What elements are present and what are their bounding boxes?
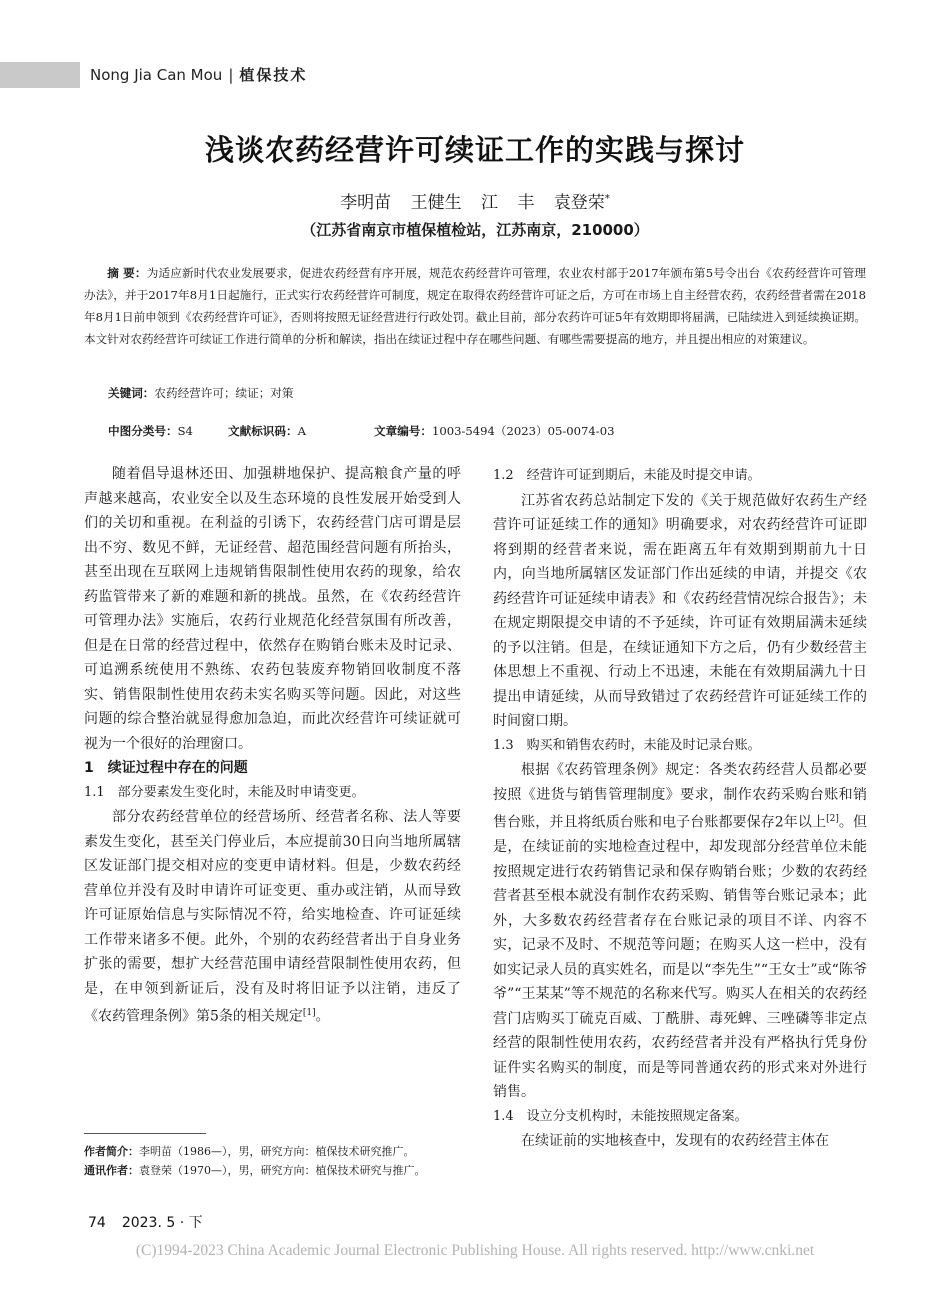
section-1-3-text-a: 根据《农药管理条例》规定：各类农药经营人员都必要按照《进货与销售管理制度》要求，制作农药采购台账和销售台账，并且将纸质台账和电子台账都要保存2年以上 [493,762,867,831]
corresponding-note [84,1161,484,1180]
clc-label: 中图分类号： [108,424,178,438]
corresponding-note-text: 袁登荣（1970—），男，研究方向：植保技术研究与推广。 [139,1164,426,1177]
section-1-3-text-b: 。但是，在续证前的实地检查过程中，却发现部分经营单位未能按照规定进行农药销售记录和保存购销台账；少数的农药经营者甚至根本就没有制作农药采购、销售等台账记录本；此外，大多数农药经营者存在台账记录的项目不详、内容不实，记录不及时、不规范等问题；在购买人这一栏中，没有如实记录人员的真实姓名，而是以“李先生”“王女士”或“陈爷爷”“王某某”等不规范的名称来代写。购买人在相关的农药经营门店购买丁硫克百威、丁酰肼、毒死蜱、三唑磷等非定点经营的限制性使用农药，农药经营者并没有严格执行凭身份证件实名购买的制度，而是等同普通农药的形式来对外进行销售。 [493,814,868,1101]
left-column [84,462,461,1029]
author-note-label: 作者简介： [84,1145,139,1158]
right-column [493,464,867,1154]
keywords-label: 关键词： [108,386,155,400]
article-title: 浅谈农药经营许可续证工作的实践与探讨 [204,133,745,167]
author-note-text: 李明苗（1986—），男，研究方向：植保技术研究推广。 [139,1145,415,1158]
copyright-watermark: (C)1994-2023 China Academic Journal Electronic Publishing House. All rights reserved. http://www.cnki.net [135,1242,815,1259]
author-list [0,188,950,213]
section-1-2-paragraph: 江苏省农药总站制定下发的《关于规范做好农药生产经营许可证延续工作的通知》明确要求，对农药经营许可证即将到期的经营者来说，需在距离五年有效期到期前九十日内，向当地所属辖区发证部门作出延续的申请，并提交《农药经营许可证延续申请表》和《农药经营情况综合报告》；未在规定期限提交申请的不予延续，许可证有效期届满未延续的予以注销。但是，在续证通知下方之后，仍有少数经营主体思想上不重视、行动上不迅速，未能在有效期届满九十日提出申请延续，从而导致错过了农药经营许可证延续工作的时间窗口期。 [493,492,867,729]
section-1-1-end: 。 [315,1008,330,1025]
reference-1: [1] [302,1008,316,1018]
section-1-1-text: 部分农药经营单位的经营场所、经营者名称、法人等要素发生变化，甚至关门停业后，本应提前30日向当地所属辖区发证部门提交相对应的变更申请材料。但是，少数农药经营单位并没有及时申请许可证变更、重办或注销，从而导致许可证原始信息与实际情况不符，给实地检查、许可证延续工作带来诸多不便。此外，个别的农药经营者出于自身业务扩张的需要，想扩大经营范围申请经营限制性使用农药，但是，在申领到新证后，没有及时将旧证予以注销，违反了《农药管理条例》第5条的相关规定 [84,809,461,1025]
article-number-label: 文章编号： [374,424,432,438]
section-1-3-paragraph [493,758,867,1105]
clc-value: S4 [177,424,193,438]
section-1-3-heading: 1.3 购买和销售农药时，未能及时记录台账。 [493,737,761,753]
abstract-label: 摘 要： [107,266,147,280]
section-1-2-heading: 1.2 经营许可证到期后，未能及时提交申请。 [493,468,761,483]
column-name: 植保技术 [239,66,308,84]
classification-meta [108,420,868,442]
issue-label: 2023. 5 · 下 [121,1215,203,1231]
running-header [90,62,307,88]
intro-paragraph: 随着倡导退林还田、加强耕地保护、提高粮食产量的呼声越来越高，农业安全以及生态环境的良性发展开始受到人们的关切和重视。在利益的引诱下，农药经营门店可谓是层出不穷、数见不鲜，无证经营、超范围经营问题有所抬头，甚至出现在互联网上违规销售限制性使用农药的现象，给农药监管带来了新的难题和新的挑战。虽然，在《农药经营许可管理办法》实施后，农药行业规范化经营氛围有所改善，但是在日常的经营过程中，依然存在购销台账未及时记录、可追溯系统使用不熟练、农药包装废弃物销回收制度不落实、销售限制性使用农药未实名购买等问题。因此，对这些问题的综合整治就显得愈加急迫，而此次经营许可续证就可视为一个很好的治理窗口。 [84,466,461,752]
doc-code-label: 文献标识码： [228,424,298,438]
abstract-text: 为适应新时代农业发展要求，促进农药经营有序开展，规范农药经营许可管理，农业农村部于2017年颁布第5号令出台《农药经营许可管理办法》，并于2017年8月1日起施行，正式实行农药经营许可制度，规定在取得农药经营许可证之后，方可在市场上自主经营农药，农药经营者需在2018年8月1日前申领到《农药经营许可证》，否则将按照无证经营进行行政处罚。截止目前，部分农药许可证5年有效期即将届满，已陆续进入到延续换证期。本文针对农药经营许可续证工作进行简单的分析和解读，指出在续证过程中存在哪些问题、有哪些需要提高的地方，并且提出相应的对策建议。 [84,266,866,346]
doc-code-value: A [297,424,306,438]
journal-name: Nong Jia Can Mou [90,66,223,84]
abstract [84,262,866,350]
keywords [108,382,868,404]
keywords-text: 农药经营许可；续证；对策 [154,386,294,400]
article-number-value: 1003-5494（2023）05-0074-03 [431,424,615,438]
section-1-heading: 1 续证过程中存在的问题 [84,760,248,776]
section-1-4-paragraph: 在续证前的实地核查中，发现有的农药经营主体在 [521,1133,829,1150]
footnote-divider [84,1133,206,1134]
section-1-4-heading: 1.4 设立分支机构时，未能按照规定备案。 [493,1108,748,1124]
reference-2: [2] [826,814,839,824]
affiliation: （江苏省南京市植保植检站，江苏南京，210000） [301,221,649,239]
section-1-1-heading: 1.1 部分要素发生变化时，未能及时申请变更。 [84,784,365,800]
footnotes [84,1142,484,1180]
page-number: 74 [88,1215,106,1231]
header-accent-bar [0,62,80,88]
corresponding-note-label: 通讯作者： [84,1164,139,1177]
header-separator: | [228,66,234,84]
page-footer [88,1212,203,1232]
section-1-1-paragraph [84,805,461,1029]
author-note [84,1142,484,1161]
authors-text: 李明苗 王健生 江 丰 袁登荣 [340,193,605,213]
corresponding-mark: * [604,193,610,205]
